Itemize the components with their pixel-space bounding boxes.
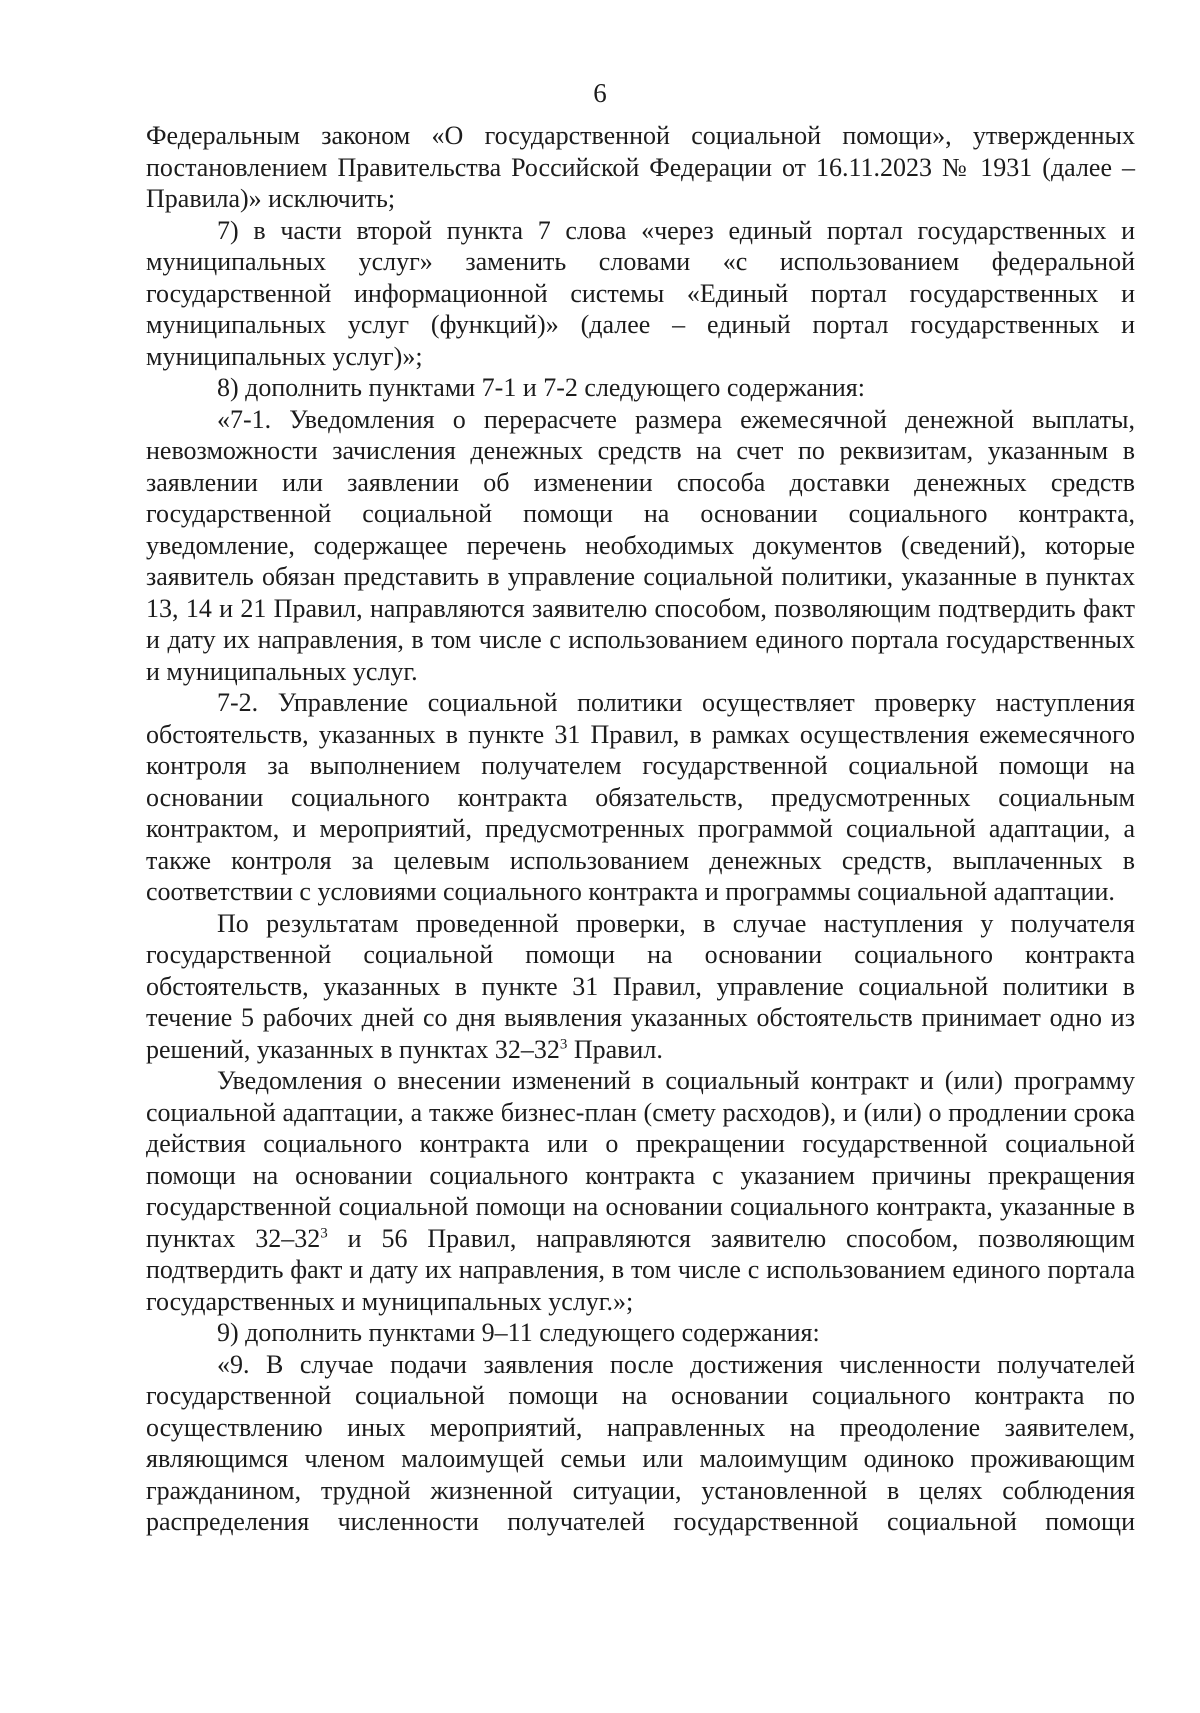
paragraph-notifications (146, 1065, 1135, 1317)
paragraph-text: Уведомления о внесении изменений в социальный контракт и (или) программу социальной адаптации, а также бизнес-план (смету расходов), и (или) о продлении срока действия социального контракта или о прекращении государственной социальной помощи на основании социального контракта с указанием причины прекращения государственной социальной помощи на основании социального контракта, указанные в пунктах 32–32 (146, 1066, 1135, 1253)
paragraph-text: 9) дополнить пунктами 9–11 следующего содержания: (217, 1318, 820, 1347)
document-body (146, 120, 1135, 1538)
paragraph-text: «9. В случае подачи заявления после достижения численности получателей государственной социальной помощи на основании социального контракта по осуществлению иных мероприятий, направленных на преодоление заявителем, являющимся членом малоимущей семьи или малоимущим одиноко проживающим гражданином, трудной жизненной ситуации, установленной в целях соблюдения распределения численности получателей государственной социальной помощи (146, 1349, 1135, 1536)
paragraph-text: Правил. (567, 1034, 663, 1064)
paragraph-point-9 (146, 1349, 1135, 1538)
paragraph-text: Федеральным законом «О государственной социальной помощи», утвержденных постановлением Правительства Российской Федерации от 16.11.2023 № 1931 (далее – Правила)» исключить; (146, 121, 1135, 213)
paragraph-text: 7) в части второй пункта 7 слова «через единый портал государственных и муниципальных услуг» заменить словами «с использованием федеральной государственной информационной системы «Единый портал государственных и муниципальных услуг (функций)» (далее – единый портал государственных и муниципальных услуг)»; (146, 215, 1135, 371)
superscript-index: 3 (320, 1224, 328, 1241)
paragraph-text: «7-1. Уведомления о перерасчете размера ежемесячной денежной выплаты, невозможности зачисления денежных средств на счет по реквизитам, указанным в заявлении или заявлении об изменении способа доставки денежных средств государственной социальной помощи на основании социального контракта, уведомление, содержащее перечень необходимых документов (сведений), которые заявитель обязан представить в управление социальной политики, указанные в пунктах 13, 14 и 21 Правил, направляются заявителю способом, позволяющим подтвердить факт и дату их направления, в том числе с использованием единого портала государственных и муниципальных услуг. (146, 404, 1135, 686)
paragraph-item-7 (146, 215, 1135, 373)
paragraph-text: По результатам проведенной проверки, в случае наступления у получателя государственной социальной помощи на основании социального контракта обстоятельств, указанных в пункте 31 Правил, управление социальной политики в течение 5 рабочих дней со дня выявления указанных обстоятельств принимает одно из решений, указанных в пунктах 32–32 (146, 908, 1135, 1064)
paragraph-item-8 (146, 372, 1135, 404)
paragraph-point-7-1 (146, 404, 1135, 688)
paragraph-text: 7-2. Управление социальной политики осуществляет проверку наступления обстоятельств, указанных в пункте 31 Правил, в рамках осуществления ежемесячного контроля за выполнением получателем государственной социальной помощи на основании социального контракта обязательств, предусмотренных социальным контрактом, и мероприятий, предусмотренных программой социальной адаптации, а также контроля за целевым использованием денежных средств, выплаченных в соответствии с условиями социального контракта и программы социальной адаптации. (146, 688, 1135, 906)
paragraph-text: 8) дополнить пунктами 7-1 и 7-2 следующего содержания: (217, 373, 865, 402)
paragraph-check-results (146, 908, 1135, 1066)
paragraph-continuation-rules (146, 120, 1135, 215)
paragraph-point-7-2 (146, 687, 1135, 908)
paragraph-item-9 (146, 1317, 1135, 1349)
page-number: 6 (593, 78, 607, 108)
superscript-index: 3 (559, 1035, 568, 1052)
paragraph-text: и 56 Правил, направляются заявителю способом, позволяющим подтвердить факт и дату их направления, в том числе с использованием единого портала государственных и муниципальных услуг.»; (146, 1223, 1135, 1316)
